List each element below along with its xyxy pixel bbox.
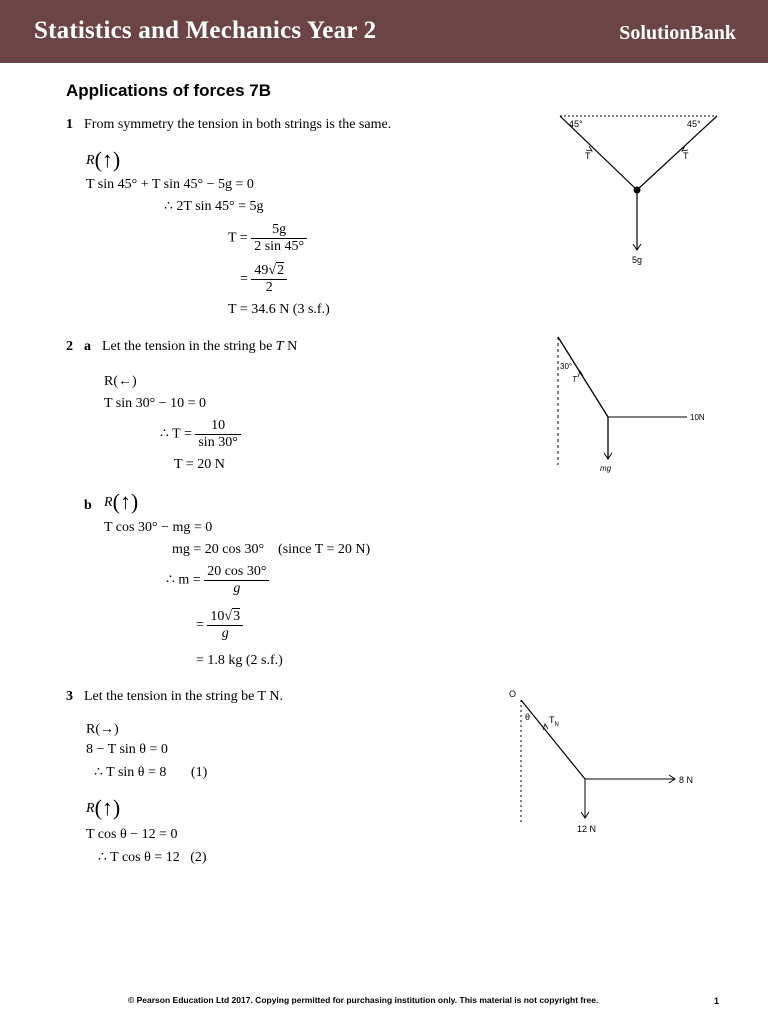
q2-intro-text: Let the tension in the string be (102, 339, 273, 354)
q2b-num2-pre: 10 (210, 609, 225, 624)
q3-resolve-h: R(→) (86, 722, 119, 737)
q3-eq2: ∴ T sin θ = 8 (94, 765, 167, 780)
q3-angle-label: θ (525, 712, 531, 722)
q1-number: 1 (66, 117, 73, 132)
q2b-eq2 (172, 542, 370, 558)
q2-weight-label: mg (600, 464, 612, 473)
q3-eq2-tag: (1) (190, 765, 208, 780)
q2-diagram (552, 335, 717, 480)
q1-t-den: 2 sin 45° (254, 239, 305, 254)
up-arrow-icon: ↑ (101, 795, 113, 820)
q2a-resolve: R(←) (104, 374, 137, 389)
q1-particle (634, 187, 641, 194)
q1-intro: From symmetry the tension in both strings is the same. (84, 117, 392, 132)
q3-eq4-tag: (2) (190, 850, 207, 865)
q2b-eq1: T cos 30° − mg = 0 (104, 520, 213, 535)
up-arrow-icon: ↑ (119, 489, 131, 514)
q2b-num1: 20 cos 30° (204, 564, 269, 581)
q3-origin-label: O (509, 689, 517, 699)
q1-root2: 2 (277, 263, 285, 278)
q1-tension-left: T (585, 151, 591, 161)
q1-t-fraction (228, 222, 307, 255)
q2-intro (102, 339, 297, 355)
up-arrow-icon: ↑ (101, 147, 113, 172)
q2-string (558, 337, 608, 417)
q3-eq2-line (94, 765, 207, 781)
q1-den-2: 2 (265, 280, 273, 295)
q3-resolve-label: R (86, 801, 95, 816)
q2a-final: T = 20 N (174, 457, 225, 472)
q1-root-fraction: = $\frac{49√2}{2}$ (240, 263, 287, 296)
q2b-den1: g (233, 581, 241, 596)
q1-right-string (637, 116, 717, 190)
q1-weight-label: 5g (632, 255, 643, 265)
q2b-resolve: R(↑) (104, 489, 139, 514)
q3-resolve-v: R(↑) (86, 795, 121, 820)
q3-eq1: 8 − T sin θ = 0 (86, 742, 168, 757)
q3-weight-label: 12 N (577, 824, 597, 834)
q2b-m-lhs: ∴ m = (166, 572, 201, 588)
q3-eq4: ∴ T cos θ = 12 (98, 850, 180, 865)
q2-intro-unit: N (287, 339, 298, 354)
q3-eq3: T cos θ − 12 = 0 (86, 827, 178, 842)
q1-t-num: 5g (251, 222, 307, 239)
q2b-num2-root: 3 (233, 609, 241, 624)
q2-tension-label: T (572, 375, 577, 384)
q1-final: T = 34.6 N (3 s.f.) (228, 302, 330, 317)
q1-resolve: R(↑) (86, 147, 121, 172)
q2-part-b: b (84, 498, 92, 513)
q2b-resolve-label: R (104, 495, 113, 510)
q3-diagram (505, 688, 705, 838)
header-banner (0, 0, 768, 63)
q2b-final: = 1.8 kg (2 s.f.) (196, 653, 283, 668)
q3-force-label: 8 N (679, 775, 694, 785)
q3-string (521, 700, 585, 779)
q2a-num: 10 (195, 418, 240, 435)
q3-tension-arrow (543, 724, 548, 730)
book-title: Statistics and Mechanics Year 2 (34, 17, 377, 44)
q2-intro-var: T (275, 339, 284, 354)
q2b-den2: g (221, 626, 229, 641)
q2-force-label: 10N (690, 413, 705, 422)
q1-resolve-label: R (86, 153, 95, 168)
q1-eq1: T sin 45° + T sin 45° − 5g = 0 (86, 177, 254, 192)
q2a-fraction (160, 418, 241, 451)
q2b-since: (since T = 20 N) (278, 542, 371, 557)
q1-eq2: ∴ 2T sin 45° = 5g (164, 199, 264, 214)
page-number: 1 (714, 996, 720, 1006)
q3-tension-sub: N (554, 722, 559, 728)
q1-angle-right: 45° (687, 119, 701, 129)
q2a-den: sin 30° (198, 435, 238, 450)
q2a-eq1: T sin 30° − 10 = 0 (104, 396, 207, 411)
q2b-fraction1 (166, 564, 269, 597)
q3-eq4-line (98, 850, 207, 866)
q2-number: 2 (66, 339, 73, 354)
q1-num-49: 49 (254, 263, 269, 278)
q2a-t-lhs: ∴ T = (160, 426, 192, 442)
q2b-eq2-text: mg = 20 cos 30° (172, 542, 265, 557)
q1-angle-left: 45° (569, 119, 583, 129)
q1-tension-right: T (683, 151, 689, 161)
q2-part-a: a (84, 339, 91, 354)
q1-t-lhs: T = (228, 230, 248, 246)
q2b-fraction2: = $\frac{10√3}{g}$ (196, 609, 243, 642)
q3-tension-letter: T (549, 715, 555, 725)
q1-diagram (555, 112, 725, 272)
page-heading: Applications of forces 7B (66, 81, 271, 100)
q2-angle-label: 30° (560, 362, 573, 371)
q1-eq-sign: = (240, 271, 248, 287)
footer-copyright: © Pearson Education Ltd 2017. Copying permitted for purchasing institution only. This material is not copyright free. (128, 995, 599, 1005)
q2b-eq-sign: = (196, 617, 204, 633)
q3-intro: Let the tension in the string be T N. (84, 689, 283, 704)
q3-number: 3 (66, 689, 73, 704)
q3-tension-label (549, 715, 559, 728)
brand-name: SolutionBank (619, 22, 736, 44)
